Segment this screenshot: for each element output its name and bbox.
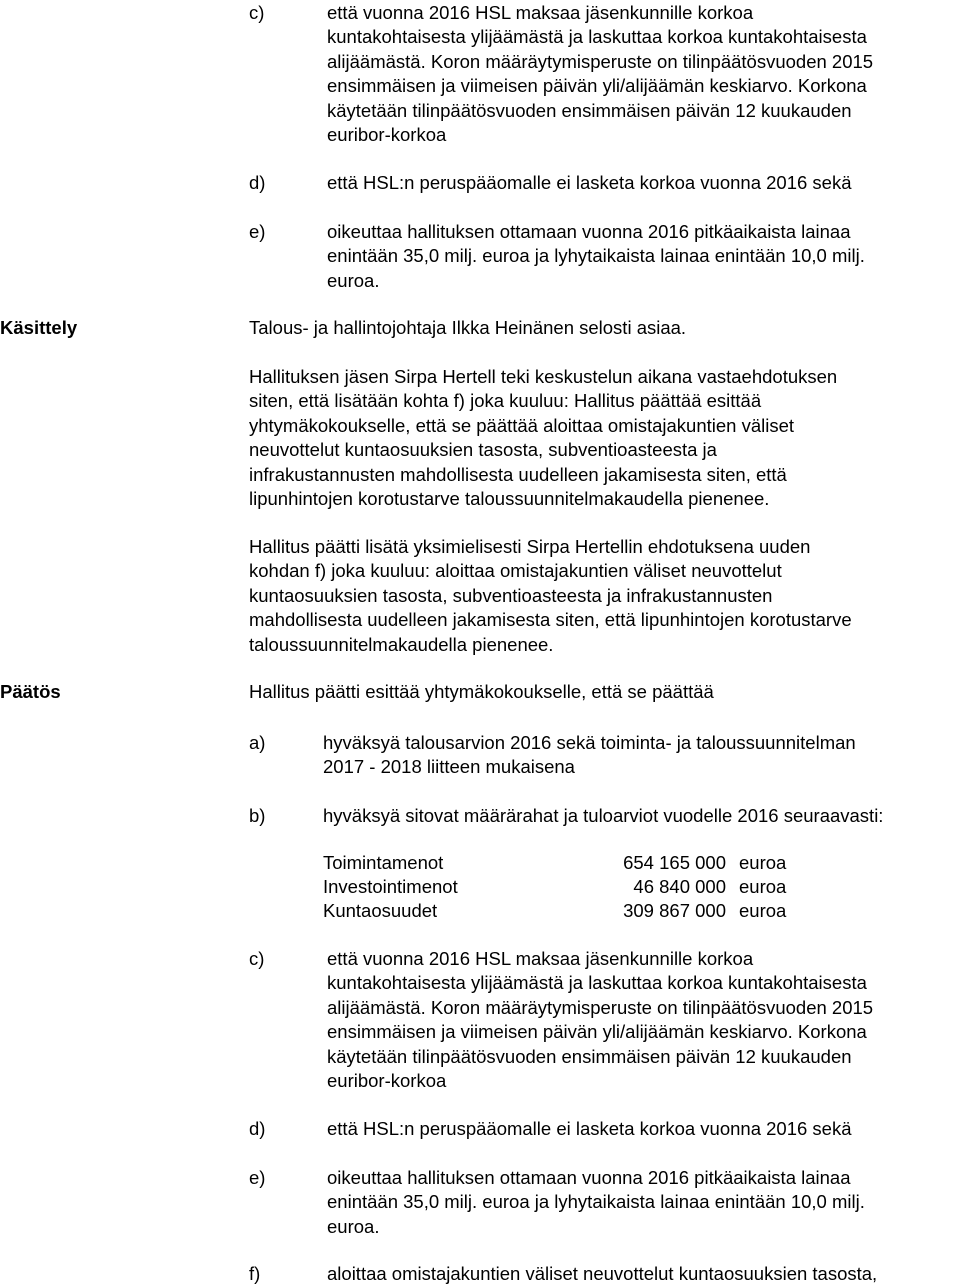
paatos-heading: Päätös <box>0 681 61 702</box>
paatos-intro <box>249 680 954 704</box>
item-line: hyväksyä sitovat määrärahat ja tuloarviot vuodelle 2016 seuraavasti: <box>323 805 884 826</box>
budget-amount: 654 165 000 <box>623 852 726 873</box>
para-line: mahdollisesta uudelleen jakamisesta siten, että lipunhintojen korotustarve <box>249 609 852 631</box>
item-label: c) <box>249 948 265 969</box>
kasittely-intro <box>249 316 954 340</box>
item-text <box>327 1117 957 1141</box>
item-line: että vuonna 2016 HSL maksaa jäsenkunnille korkoa <box>327 948 754 969</box>
item-label: d) <box>249 1118 266 1139</box>
item-line: kuntakohtaisesta ylijäämästä ja laskuttaa korkoa kuntakohtaisesta <box>327 972 867 994</box>
item-line: että vuonna 2016 HSL maksaa jäsenkunnille korkoa <box>327 2 754 23</box>
item-label: b) <box>249 805 266 826</box>
item-line: alijäämästä. Koron määräytymisperuste on tilinpäätösvuoden 2015 <box>327 996 874 1018</box>
para-line: neuvottelut kuntaosuuksien tasosta, subventioasteesta ja <box>249 439 717 461</box>
para-line: taloussuunnitelmakaudella pienenee. <box>249 633 554 655</box>
item-line: enintään 35,0 milj. euroa ja lyhytaikaista lainaa enintään 10,0 milj. <box>327 245 865 267</box>
budget-currency: euroa <box>739 852 787 873</box>
budget-name: Investointimenot <box>323 876 458 897</box>
para-line: yhtymäkokoukselle, että se päättää aloittaa omistajakuntien väliset <box>249 414 795 436</box>
budget-currency: euroa <box>739 900 787 921</box>
item-text <box>327 947 957 1093</box>
item-line: hyväksyä talousarvion 2016 sekä toiminta- ja taloussuunnitelman <box>323 732 856 753</box>
item-label: f) <box>249 1263 261 1284</box>
budget-name: Toimintamenot <box>323 852 444 873</box>
item-text <box>327 171 957 195</box>
item-line: euribor-korkoa <box>327 124 447 146</box>
para-line: kuntaosuuksien tasosta, subventioasteesta ja infrakustannusten <box>249 584 773 606</box>
item-label: a) <box>249 732 266 753</box>
budget-amount: 309 867 000 <box>623 900 726 921</box>
budget-name: Kuntaosuudet <box>323 900 438 921</box>
para-line: Talous- ja hallintojohtaja Ilkka Heinänen selosti asiaa. <box>249 317 687 338</box>
item-label: c) <box>249 2 265 23</box>
item-line: euribor-korkoa <box>327 1070 447 1092</box>
item-line: että HSL:n peruspääomalle ei lasketa korkoa vuonna 2016 sekä <box>327 172 852 193</box>
item-text <box>327 1166 957 1239</box>
item-line: käytetään tilinpäätösvuoden ensimmäisen päivän 12 kuukauden <box>327 1045 852 1067</box>
item-line: euroa. <box>327 1215 380 1237</box>
item-line: käytetään tilinpäätösvuoden ensimmäisen päivän 12 kuukauden <box>327 99 852 121</box>
item-line: oikeuttaa hallituksen ottamaan vuonna 2016 pitkäaikaista lainaa <box>327 1167 851 1188</box>
para-line: Hallituksen jäsen Sirpa Hertell teki keskustelun aikana vastaehdotuksen <box>249 366 838 387</box>
para-line: Hallitus päätti esittää yhtymäkokoukselle, että se päättää <box>249 681 714 702</box>
para-text <box>249 365 954 511</box>
para-line: lipunhintojen korotustarve taloussuunnitelmakaudella pienenee. <box>249 488 770 510</box>
item-label: d) <box>249 172 266 193</box>
item-line: että HSL:n peruspääomalle ei lasketa korkoa vuonna 2016 sekä <box>327 1118 852 1139</box>
budget-currency: euroa <box>739 876 787 897</box>
item-line: aloittaa omistajakuntien väliset neuvottelut kuntaosuuksien tasosta, <box>327 1263 878 1284</box>
kasittely-heading: Käsittely <box>0 317 78 338</box>
item-line: oikeuttaa hallituksen ottamaan vuonna 2016 pitkäaikaista lainaa <box>327 221 851 242</box>
para-line: kohdan f) joka kuuluu: aloittaa omistajakuntien väliset neuvottelut <box>249 560 782 582</box>
item-text <box>323 804 960 828</box>
para-text <box>249 535 954 657</box>
item-label: e) <box>249 221 266 242</box>
item-text <box>327 220 957 293</box>
item-label: e) <box>249 1167 266 1188</box>
item-line: kuntakohtaisesta ylijäämästä ja laskuttaa korkoa kuntakohtaisesta <box>327 26 867 48</box>
para-line: Hallitus päätti lisätä yksimielisesti Sirpa Hertellin ehdotuksena uuden <box>249 536 811 557</box>
item-line: ensimmäisen ja viimeisen päivän yli/alijäämän keskiarvo. Korkona <box>327 75 867 97</box>
item-text <box>323 731 960 780</box>
item-line: euroa. <box>327 269 380 291</box>
item-line: 2017 - 2018 liitteen mukaisena <box>323 756 575 778</box>
para-line: siten, että lisätään kohta f) joka kuuluu: Hallitus päättää esittää <box>249 390 762 412</box>
para-line: infrakustannusten mahdollisesta uudelleen jakamisesta siten, että <box>249 463 787 485</box>
item-line: ensimmäisen ja viimeisen päivän yli/alijäämän keskiarvo. Korkona <box>327 1021 867 1043</box>
item-line: enintään 35,0 milj. euroa ja lyhytaikaista lainaa enintään 10,0 milj. <box>327 1191 865 1213</box>
item-text <box>327 1 957 147</box>
item-line: alijäämästä. Koron määräytymisperuste on tilinpäätösvuoden 2015 <box>327 50 874 72</box>
item-text <box>327 1262 957 1286</box>
budget-amount: 46 840 000 <box>633 876 726 897</box>
